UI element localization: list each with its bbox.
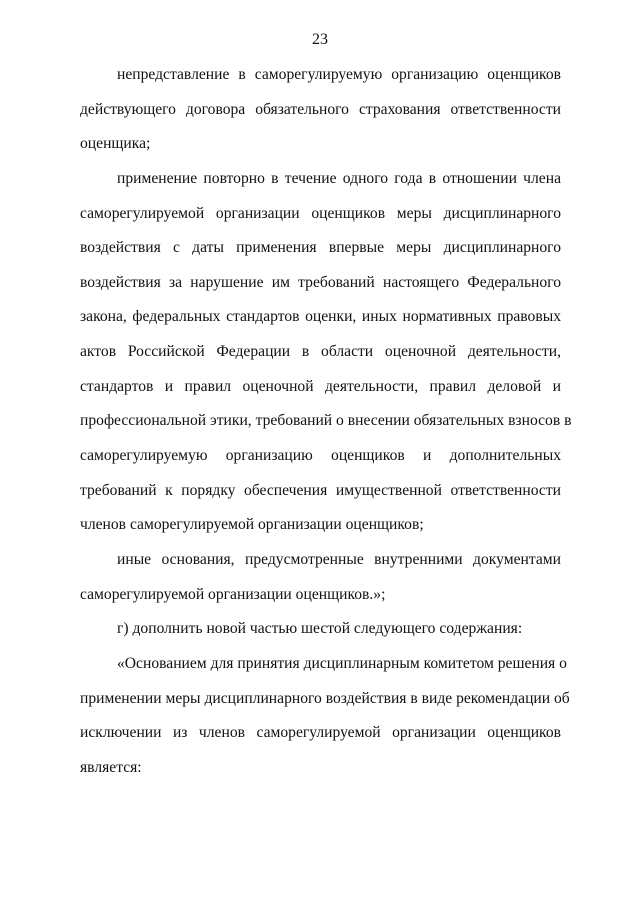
text-line: членов саморегулируемой организации оценщиков; <box>80 516 424 534</box>
text-line: оценщика; <box>80 135 151 153</box>
text-line: г) дополнить новой частью шестой следующего содержания: <box>117 620 523 638</box>
text-line: воздействия за нарушение им требований настоящего Федерального <box>80 273 561 291</box>
page-number: 23 <box>312 31 328 48</box>
text-line: «Основанием для принятия дисциплинарным комитетом решения о <box>117 654 567 672</box>
text-line: исключении из членов саморегулируемой организации оценщиков <box>80 724 561 742</box>
text-line: применении меры дисциплинарного воздействия в виде рекомендации об <box>80 689 570 707</box>
text-line: актов Российской Федерации в области оценочной деятельности, <box>80 343 561 361</box>
paragraph <box>80 58 561 162</box>
text-line: стандартов и правил оценочной деятельности, правил деловой и <box>80 377 561 395</box>
text-line: применение повторно в течение одного года в отношении члена <box>117 169 561 187</box>
paragraph <box>80 162 572 543</box>
paragraph <box>80 612 561 647</box>
paragraph <box>80 543 561 612</box>
text-line: иные основания, предусмотренные внутренними документами <box>117 550 561 568</box>
text-line: непредставление в саморегулируемую организацию оценщиков <box>117 66 561 83</box>
paragraph <box>80 647 570 786</box>
text-line: является: <box>80 758 142 776</box>
text-line: саморегулируемой организации оценщиков меры дисциплинарного <box>80 204 561 222</box>
text-line: саморегулируемую организацию оценщиков и дополнительных <box>80 447 561 465</box>
text-line: действующего договора обязательного страхования ответственности <box>80 100 561 118</box>
text-line: воздействия с даты применения впервые меры дисциплинарного <box>80 239 561 257</box>
document-body <box>80 58 572 785</box>
text-line: требований к порядку обеспечения имущественной ответственности <box>80 481 561 499</box>
text-line: саморегулируемой организации оценщиков.»; <box>80 585 386 603</box>
text-line: профессиональной этики, требований о внесении обязательных взносов в <box>80 412 572 430</box>
text-line: закона, федеральных стандартов оценки, иных нормативных правовых <box>80 308 561 326</box>
